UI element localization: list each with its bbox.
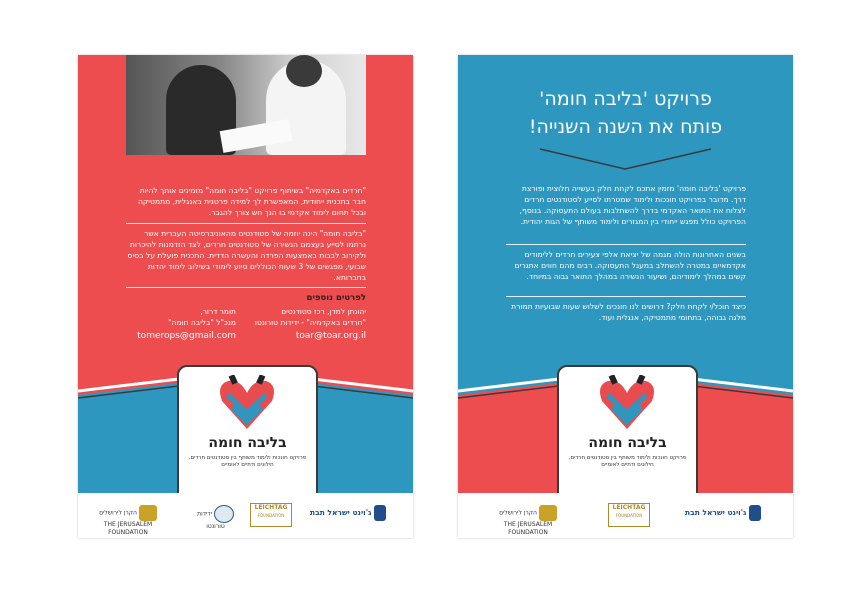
sponsor-leichtag: LEICHTAG FOUNDATION xyxy=(250,503,292,527)
sponsor-bar-left xyxy=(78,493,413,538)
left-paragraph-1: "חרדים באקדמיה" בשיתוף פרויקט "בליבה חומה" מזמינים אותך להיות חבר בתכנית ייחודית, המאפשרת לך למידה פרטנית באנגלית, מתמטיקה ובכל תחום לימוד אקדמי בו הנך חש צורך להגבר. xyxy=(137,186,366,217)
flyer-right xyxy=(458,55,793,538)
logo-card-left xyxy=(177,365,318,497)
headline xyxy=(458,85,793,141)
joint-logo-icon xyxy=(374,505,386,521)
left-paragraph-2: "בליבה חומה" הינה יוזמה של סטודנטים מהאוניברסיטה העברית אשר נרתמו לסייע בעצמם הנשירה של סטודנטים חרדים, לצד הזדמנות להיכרות ולקירוב לבבות באמצעות הפרדה והעשרה הדדית. התכנית פועלת על בסיס שבועי, מפגשים של 3 שעות הכוללים סיוע לימודי בשילוב לימוד יהדות בחברותא. xyxy=(127,229,366,282)
right-paragraph-1: פרויקט 'בליבה חומה' מזמין אתכם לקחת חלק בעשייה חלוצית ופורצת דרך. מדובר בפרויקט חונכות ולימוד שמטרתו לסייע לסטודנטים חרדים לצלוח את התואר האקדמי בדרך להשתלבות בעולם התעסוקה. בנוסף, הפרויקט כולל מפגש ייחודי בין המגזרים ולימוד משותף של הגות יהודית. xyxy=(519,184,746,226)
jerusalem-foundation-logo-icon xyxy=(139,505,157,521)
student-head xyxy=(286,55,322,87)
logo-name: בליבה חומה xyxy=(208,435,287,451)
sponsor-jerusalem-foundation: הקרן לירושלים THE JERUSALEM FOUNDATION xyxy=(498,505,558,525)
left-divider-1 xyxy=(126,223,366,224)
contact-right xyxy=(248,306,366,342)
students-photo xyxy=(126,55,366,155)
sponsor-joint: ג'וינט ישראל תבת xyxy=(673,505,773,525)
sponsor-bar-right xyxy=(458,493,793,538)
contact-right-name: יהונתן למדן, רכז סטודנטים xyxy=(281,307,366,316)
jerusalem-foundation-logo-icon xyxy=(539,505,557,521)
contact-right-email[interactable]: toar@toar.org.il xyxy=(295,331,366,341)
headline-line-2: פותח את השנה השנייה! xyxy=(528,116,723,138)
contact-left xyxy=(126,306,236,342)
heart-logo-icon xyxy=(598,375,656,431)
contact-right-org: "חרדים באקדמיה" - ידידות טורונטו xyxy=(254,318,366,327)
right-divider-1 xyxy=(506,244,746,245)
contact-left-name: תומר דרור, xyxy=(200,307,236,316)
sponsor-yedidut: ידידות טורונטו xyxy=(188,505,243,525)
right-paragraph-3: כיצד תוכל/י לקחת חלק? דרושים לנו חונכים לשלוש שעות שבועיות תמורת מלגה גבוהה, בתחומי מתמטיקה, אנגלית ועוד. xyxy=(511,302,746,322)
right-paragraph-2: בשנים האחרונות הולה מגמה של יציאת אלפי צעירים חרדים ללימודים אקדמאיים במטרה להשתלב במעגל התעסוקה. רבים מהם חווים אתגרים קשים במהלך לימודיהם, ושיעור הנשירה במהלך התואר גבוה במיוחד. xyxy=(514,250,746,281)
contact-left-role: מנכ"ל "בליבה חומה" xyxy=(168,318,236,327)
left-divider-2 xyxy=(126,287,366,288)
logo-name: בליבה חומה xyxy=(588,435,667,451)
flyer-left xyxy=(78,55,413,538)
headline-chevron xyxy=(538,147,713,173)
sponsor-leichtag: LEICHTAG FOUNDATION xyxy=(608,503,650,527)
yedidut-logo-icon xyxy=(214,505,234,523)
heart-logo-icon xyxy=(218,375,276,431)
right-divider-2 xyxy=(506,296,746,297)
joint-logo-icon xyxy=(749,505,761,521)
logo-tagline: פרויקט חונכות ולימוד משותף בין סטודנטים חרדים, חילונים ודתיים לאומיים xyxy=(568,455,687,468)
sponsor-joint: ג'וינט ישראל תבת xyxy=(303,505,393,525)
contact-title: לפרטים נוספים xyxy=(306,293,366,303)
headline-line-1: פרויקט 'בליבה חומה' xyxy=(539,88,712,110)
logo-card-right xyxy=(557,365,698,497)
logo-tagline: פרויקט חונכות ולימוד משותף בין סטודנטים חרדים, חילונים ודתיים לאומיים xyxy=(188,455,307,468)
contact-left-email[interactable]: tomerops@gmail.com xyxy=(137,331,236,341)
sponsor-jerusalem-foundation: הקרן לירושלים THE JERUSALEM FOUNDATION xyxy=(98,505,158,525)
